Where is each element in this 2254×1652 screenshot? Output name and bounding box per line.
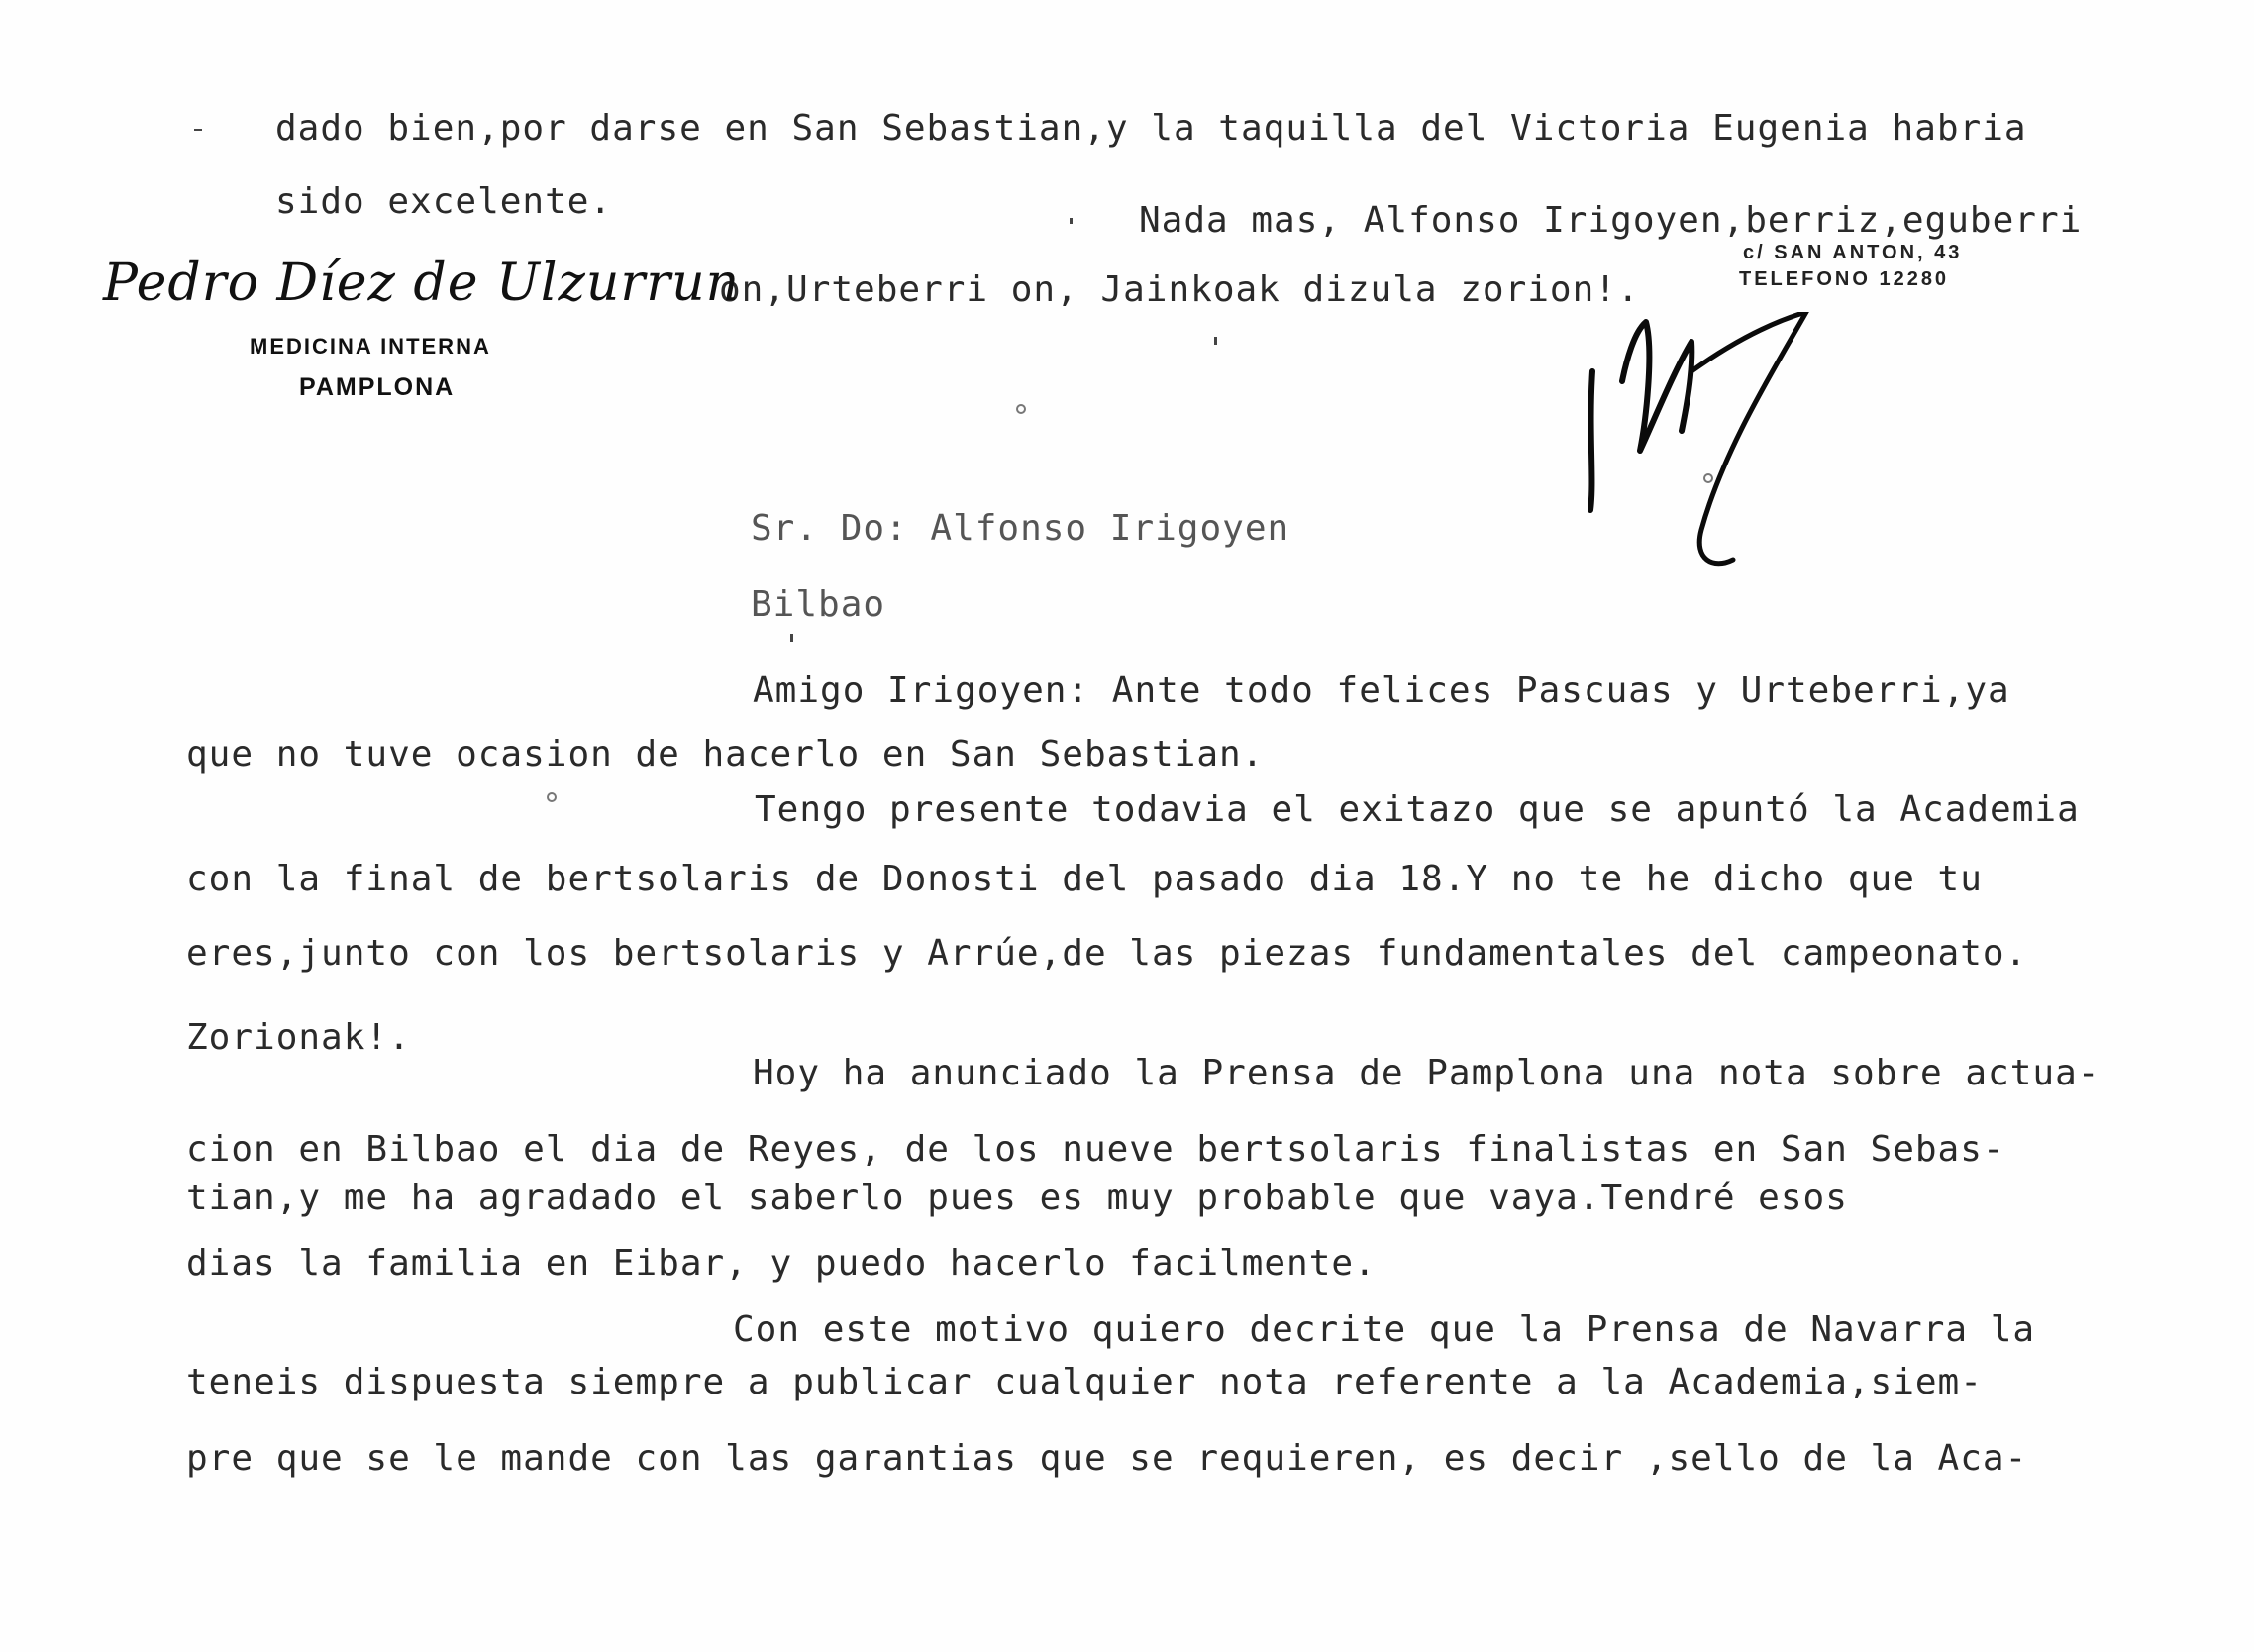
body-line-1: Amigo Irigoyen: Ante todo felices Pascuas y Urteberri,ya xyxy=(753,671,2010,711)
body-line-12: teneis dispuesta siempre a publicar cualquier nota referente a la Academia,siem- xyxy=(186,1362,1983,1402)
paper-speck xyxy=(547,792,557,802)
body-line-9: tian,y me ha agradado el saberlo pues es muy probable que vaya.Tendré esos xyxy=(186,1178,1848,1218)
typed-line-3: Nada mas, Alfonso Irigoyen,berriz,eguberri xyxy=(1139,200,2083,241)
body-line-6: Zorionak!. xyxy=(186,1017,411,1058)
body-line-5: eres,junto con los bertsolaris y Arrúe,de las piezas fundamentales del campeonato. xyxy=(186,933,2028,974)
letterhead-specialty: MEDICINA INTERNA xyxy=(250,334,491,359)
typed-line-4: on,Urteberri on, Jainkoak dizula zorion!. xyxy=(719,269,1640,310)
body-line-8: cion en Bilbao el dia de Reyes, de los nueve bertsolaris finalistas en San Sebas- xyxy=(186,1129,2005,1170)
body-line-11: Con este motivo quiero decrite que la Prensa de Navarra la xyxy=(733,1309,2036,1350)
letterhead-phone: TELEFONO 12280 xyxy=(1739,268,1950,290)
letterhead-address: c/ SAN ANTON, 43 xyxy=(1743,242,1963,263)
recipient-city: Bilbao xyxy=(751,584,886,625)
body-line-10: dias la familia en Eibar, y puedo hacerlo facilmente. xyxy=(186,1243,1377,1284)
paper-speck xyxy=(1703,473,1713,483)
letterhead-name: Pedro Díez de Ulzurrun xyxy=(103,254,741,313)
recipient-name: Sr. Do: Alfonso Irigoyen xyxy=(751,508,1290,549)
body-line-7: Hoy ha anunciado la Prensa de Pamplona una nota sobre actua- xyxy=(753,1053,2100,1093)
paper-speck xyxy=(790,634,793,642)
paper-speck xyxy=(194,129,202,131)
handwritten-initials xyxy=(1575,312,1872,579)
typed-line-2: sido excelente. xyxy=(275,181,613,222)
body-line-4: con la final de bertsolaris de Donosti del pasado dia 18.Y no te he dicho que tu xyxy=(186,859,1983,899)
paper-speck xyxy=(1070,218,1073,224)
paper-speck xyxy=(1016,404,1026,414)
paper-speck xyxy=(1214,337,1217,345)
letterhead-city: PAMPLONA xyxy=(299,373,456,401)
body-line-2: que no tuve ocasion de hacerlo en San Sebastian. xyxy=(186,734,1265,774)
body-line-3: Tengo presente todavia el exitazo que se apuntó la Academia xyxy=(755,789,2080,830)
typed-line-1: dado bien,por darse en San Sebastian,y la taquilla del Victoria Eugenia habria xyxy=(275,108,2027,149)
body-line-13: pre que se le mande con las garantias que se requieren, es decir ,sello de la Aca- xyxy=(186,1438,2028,1479)
